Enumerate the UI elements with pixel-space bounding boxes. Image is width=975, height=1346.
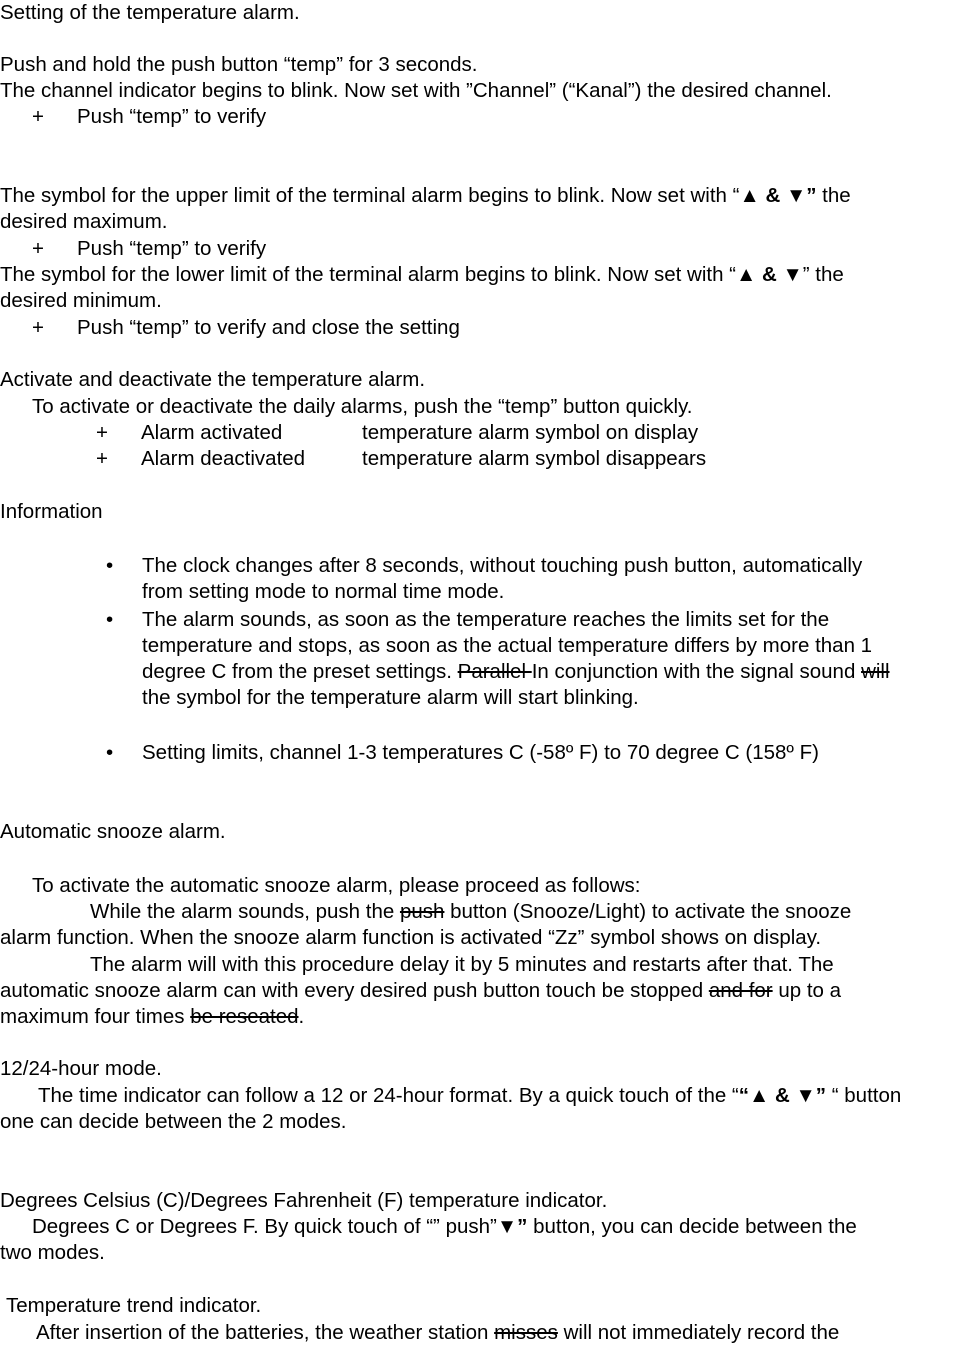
section-heading-activate: Activate and deactivate the temperature alarm. [0,368,426,391]
section-heading-trend: Temperature trend indicator. [6,1294,262,1317]
paragraph-line: alarm function. When the snooze alarm function is activated “Zz” symbol shows on display. [0,926,822,949]
bullet-text: degree C from the preset settings. Parallel In conjunction with the signal sound will [142,660,890,683]
paragraph-line: two modes. [0,1241,105,1264]
down-arrow-icon: ▼” [496,1215,528,1238]
paragraph-line: The alarm will with this procedure delay it by 5 minutes and restarts after that. The [90,953,834,976]
alarm-state-desc: temperature alarm symbol disappears [362,447,707,470]
paragraph-line: The channel indicator begins to blink. Now set with ”Channel” (“Kanal”) the desired channel. [0,79,832,102]
plus-marker: + [32,105,44,128]
bullet-text: The clock changes after 8 seconds, without touching push button, automatically [142,554,863,577]
plus-marker: + [96,447,108,470]
up-down-arrows-icon: ▲ & ▼ [736,263,803,286]
bullet-icon: • [106,554,114,577]
alarm-state-desc: temperature alarm symbol on display [362,421,699,444]
paragraph-line: desired maximum. [0,210,168,233]
paragraph-line: one can decide between the 2 modes. [0,1110,347,1133]
paragraph-line: maximum four times be reseated. [0,1005,305,1028]
plus-marker: + [96,421,108,444]
bullet-text: the symbol for the temperature alarm will start blinking. [142,686,639,709]
paragraph-line: automatic snooze alarm can with every desired push button touch be stopped and for up to a [0,979,842,1002]
step-text: Push “temp” to verify [77,237,267,260]
paragraph-line: The symbol for the lower limit of the terminal alarm begins to blink. Now set with “▲ & ▼” the [0,263,844,286]
paragraph-line: desired minimum. [0,289,162,312]
struck-text: and for [708,979,773,1002]
step-text: Push “temp” to verify and close the setting [77,316,460,339]
struck-text: push [399,900,445,923]
plus-marker: + [32,237,44,260]
section-heading-mode: 12/24-hour mode. [0,1057,162,1080]
alarm-state-label: Alarm activated [141,421,283,444]
paragraph-line: Degrees C or Degrees F. By quick touch of “” push”▼” button, you can decide between the [32,1215,857,1238]
alarm-state-label: Alarm deactivated [141,447,306,470]
paragraph-line: The time indicator can follow a 12 or 24-hour format. By a quick touch of the ““▲ & ▼” “ button [38,1084,902,1107]
paragraph-line: After insertion of the batteries, the weather station misses will not immediately record the [36,1321,840,1344]
up-down-arrows-icon: “▲ & ▼” [738,1084,827,1107]
bullet-icon: • [106,741,114,764]
plus-marker: + [32,316,44,339]
paragraph-line: To activate or deactivate the daily alarms, push the “temp” button quickly. [32,395,693,418]
paragraph-line: While the alarm sounds, push the push button (Snooze/Light) to activate the snooze [90,900,852,923]
bullet-icon: • [106,608,114,631]
struck-text: misses [494,1321,558,1344]
up-down-arrows-icon: ▲ & ▼” [739,184,817,207]
bullet-text: Setting limits, channel 1-3 temperatures C (-58º F) to 70 degree C (158º F) [142,741,819,764]
paragraph-line: To activate the automatic snooze alarm, please proceed as follows: [32,874,641,897]
struck-text: be reseated [190,1005,299,1028]
paragraph-line: Push and hold the push button “temp” for 3 seconds. [0,53,478,76]
section-heading-celsius: Degrees Celsius (C)/Degrees Fahrenheit (F) temperature indicator. [0,1189,608,1212]
bullet-text: from setting mode to normal time mode. [142,580,505,603]
struck-text: Parallel [457,660,532,683]
step-text: Push “temp” to verify [77,105,267,128]
bullet-text: temperature and stops, as soon as the actual temperature differs by more than 1 [142,634,873,657]
section-heading-information: Information [0,500,103,523]
section-heading-snooze: Automatic snooze alarm. [0,820,226,843]
paragraph-line: The symbol for the upper limit of the terminal alarm begins to blink. Now set with “▲ & ▼” the [0,184,851,207]
bullet-text: The alarm sounds, as soon as the temperature reaches the limits set for the [142,608,830,631]
section-heading-alarm-setting: Setting of the temperature alarm. [0,1,300,24]
struck-text: will [861,660,890,683]
